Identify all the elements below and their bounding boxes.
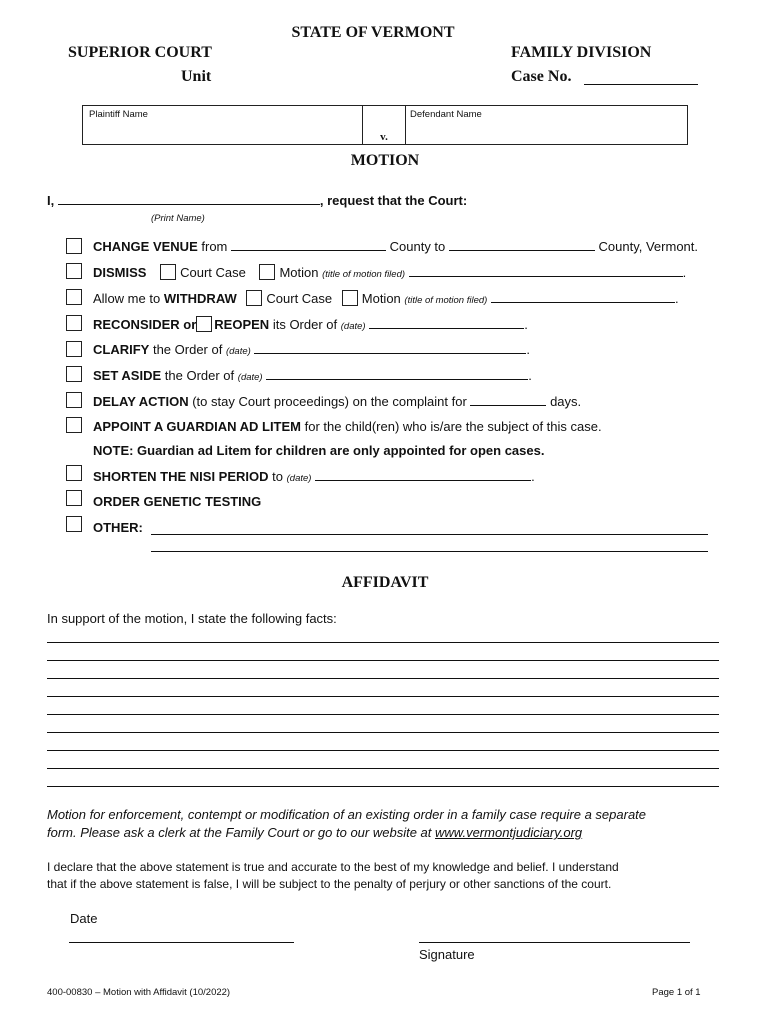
guardian-row — [93, 419, 602, 435]
reconsider-checkbox[interactable] — [66, 315, 82, 331]
versus-label: v. — [380, 131, 388, 143]
other-label: OTHER: — [93, 520, 143, 535]
dismiss-motion-checkbox[interactable] — [259, 264, 275, 280]
facts-line-8[interactable] — [47, 768, 719, 769]
set-aside-text: the Order of — [164, 368, 235, 383]
venue-from-county-field[interactable] — [231, 239, 386, 251]
defendant-name-field[interactable] — [410, 120, 680, 142]
reconsider-text: its Order of — [272, 317, 338, 332]
nisi-date-note: (date) — [286, 473, 312, 484]
set-aside-date-field[interactable] — [266, 368, 528, 380]
print-name-hint: (Print Name) — [151, 213, 205, 224]
dismiss-motion-note: (title of motion filed) — [322, 269, 406, 280]
print-name-field[interactable] — [58, 193, 320, 205]
withdraw-court-case-checkbox[interactable] — [246, 290, 262, 306]
change-venue-from: from — [201, 239, 228, 254]
reconsider-date-note: (date) — [340, 321, 366, 332]
withdraw-motion-checkbox[interactable] — [342, 290, 358, 306]
facts-line-5[interactable] — [47, 714, 719, 715]
dismiss-court-case-checkbox[interactable] — [160, 264, 176, 280]
defendant-name-label: Defendant Name — [410, 109, 482, 120]
notice-line-1: Motion for enforcement, contempt or modification of an existing order in a family case require a separate — [47, 807, 647, 822]
facts-line-4[interactable] — [47, 696, 719, 697]
change-venue-county-to: County to — [389, 239, 446, 254]
other-checkbox[interactable] — [66, 516, 82, 532]
delay-action-text: (to stay Court proceedings) on the complaint for — [192, 394, 467, 409]
nisi-text: to — [272, 469, 283, 484]
set-aside-label: SET ASIDE — [93, 368, 162, 383]
reconsider-date-field[interactable] — [369, 317, 524, 329]
versus-cell — [362, 106, 406, 144]
change-venue-checkbox[interactable] — [66, 238, 82, 254]
change-venue-row — [93, 239, 698, 255]
withdraw-prefix: Allow me to — [93, 291, 161, 306]
guardian-label: APPOINT A GUARDIAN AD LITEM — [93, 419, 301, 434]
delay-action-checkbox[interactable] — [66, 392, 82, 408]
clarify-date-note: (date) — [225, 346, 251, 357]
genetic-testing-label: ORDER GENETIC TESTING — [93, 494, 262, 509]
case-number-field[interactable] — [584, 84, 698, 85]
facts-line-2[interactable] — [47, 660, 719, 661]
guardian-note: NOTE: Guardian ad Litem for children are only appointed for open cases. — [93, 443, 545, 458]
signature-label: Signature — [419, 947, 475, 962]
reopen-checkbox[interactable] — [196, 316, 212, 332]
notice-line-2-text: form. Please ask a clerk at the Family Court or go to our website at — [47, 825, 432, 840]
dismiss-label: DISMISS — [93, 265, 147, 280]
declaration — [47, 859, 619, 893]
division-name: FAMILY DIVISION — [511, 44, 652, 61]
facts-line-7[interactable] — [47, 750, 719, 751]
withdraw-label: WITHDRAW — [163, 291, 237, 306]
declaration-line-1: I declare that the above statement is true and accurate to the best of my knowledge and belief. I understand — [47, 860, 619, 874]
separate-form-notice — [47, 806, 646, 842]
nisi-date-field[interactable] — [315, 469, 531, 481]
other-line-1[interactable] — [151, 534, 708, 535]
delay-days-field[interactable] — [470, 394, 546, 406]
clarify-checkbox[interactable] — [66, 341, 82, 357]
request-prefix: I, — [47, 193, 55, 208]
facts-line-6[interactable] — [47, 732, 719, 733]
change-venue-label: CHANGE VENUE — [93, 239, 198, 254]
affidavit-intro: In support of the motion, I state the following facts: — [47, 611, 337, 626]
state-title: STATE OF VERMONT — [291, 24, 455, 41]
dismiss-motion-title-field[interactable] — [409, 265, 683, 277]
set-aside-row: SET ASIDE the Order of (date) . — [93, 368, 532, 383]
date-field[interactable] — [69, 942, 294, 943]
withdraw-court-case-label: Court Case — [266, 291, 333, 306]
withdraw-motion-label: Motion — [361, 291, 401, 306]
request-suffix: , request that the Court: — [319, 193, 468, 208]
withdraw-checkbox[interactable] — [66, 289, 82, 305]
form-id: 400-00830 – Motion with Affidavit (10/2022) — [47, 987, 231, 998]
facts-line-1[interactable] — [47, 642, 719, 643]
dismiss-court-case-label: Court Case — [180, 265, 246, 280]
venue-to-county-field[interactable] — [449, 239, 595, 251]
clarify-label: CLARIFY — [93, 342, 150, 357]
case-number-label: Case No. — [511, 68, 572, 85]
clarify-date-field[interactable] — [254, 342, 526, 354]
unit-label: Unit — [181, 68, 212, 85]
nisi-checkbox[interactable] — [66, 465, 82, 481]
date-label: Date — [70, 911, 98, 926]
delay-action-label: DELAY ACTION — [93, 394, 189, 409]
delay-days-label: days. — [550, 394, 582, 409]
guardian-text: for the child(ren) who is/are the subject of this case. — [304, 419, 602, 434]
request-line — [47, 193, 467, 208]
dismiss-motion-label: Motion — [279, 265, 319, 280]
guardian-checkbox[interactable] — [66, 417, 82, 433]
change-venue-county-vt: County, Vermont. — [598, 239, 699, 254]
signature-field[interactable] — [419, 942, 690, 943]
plaintiff-name-field[interactable] — [89, 120, 357, 142]
set-aside-checkbox[interactable] — [66, 366, 82, 382]
set-aside-date-note: (date) — [237, 372, 263, 383]
clarify-text: the Order of — [152, 342, 223, 357]
genetic-testing-checkbox[interactable] — [66, 490, 82, 506]
dismiss-row: DISMISS Court Case Motion (title of motion filed) . — [93, 265, 687, 280]
delay-action-row — [93, 394, 581, 410]
court-name: SUPERIOR COURT — [68, 44, 212, 61]
reconsider-label: RECONSIDER or — [93, 317, 197, 332]
clarify-row: CLARIFY the Order of (date) . — [93, 342, 531, 357]
genetic-testing-row — [93, 494, 261, 510]
plaintiff-name-label: Plaintiff Name — [89, 109, 148, 120]
declaration-line-2: that if the above statement is false, I will be subject to the penalty of perjury or other sanctions of the court. — [47, 877, 612, 891]
other-row — [93, 520, 143, 536]
dismiss-checkbox[interactable] — [66, 263, 82, 279]
reconsider-row: RECONSIDER or REOPEN its Order of (date) . — [93, 317, 528, 332]
parties-box — [82, 105, 688, 145]
nisi-label: SHORTEN THE NISI PERIOD — [93, 469, 269, 484]
withdraw-motion-title-field[interactable] — [491, 291, 675, 303]
page-number: Page 1 of 1 — [652, 987, 701, 998]
motion-title: MOTION — [350, 152, 420, 169]
withdraw-row: Allow me to WITHDRAW Court Case Motion (title of motion filed) . — [93, 291, 679, 306]
notice-line-2 — [47, 824, 646, 842]
reopen-label: REOPEN — [214, 317, 270, 332]
other-line-2[interactable] — [151, 551, 708, 552]
website-link[interactable]: www.vermontjudiciary.org — [435, 825, 583, 840]
facts-line-3[interactable] — [47, 678, 719, 679]
facts-line-9[interactable] — [47, 786, 719, 787]
withdraw-motion-note: (title of motion filed) — [404, 295, 488, 306]
nisi-row: SHORTEN THE NISI PERIOD to (date) . — [93, 469, 535, 484]
affidavit-title: AFFIDAVIT — [341, 574, 429, 591]
